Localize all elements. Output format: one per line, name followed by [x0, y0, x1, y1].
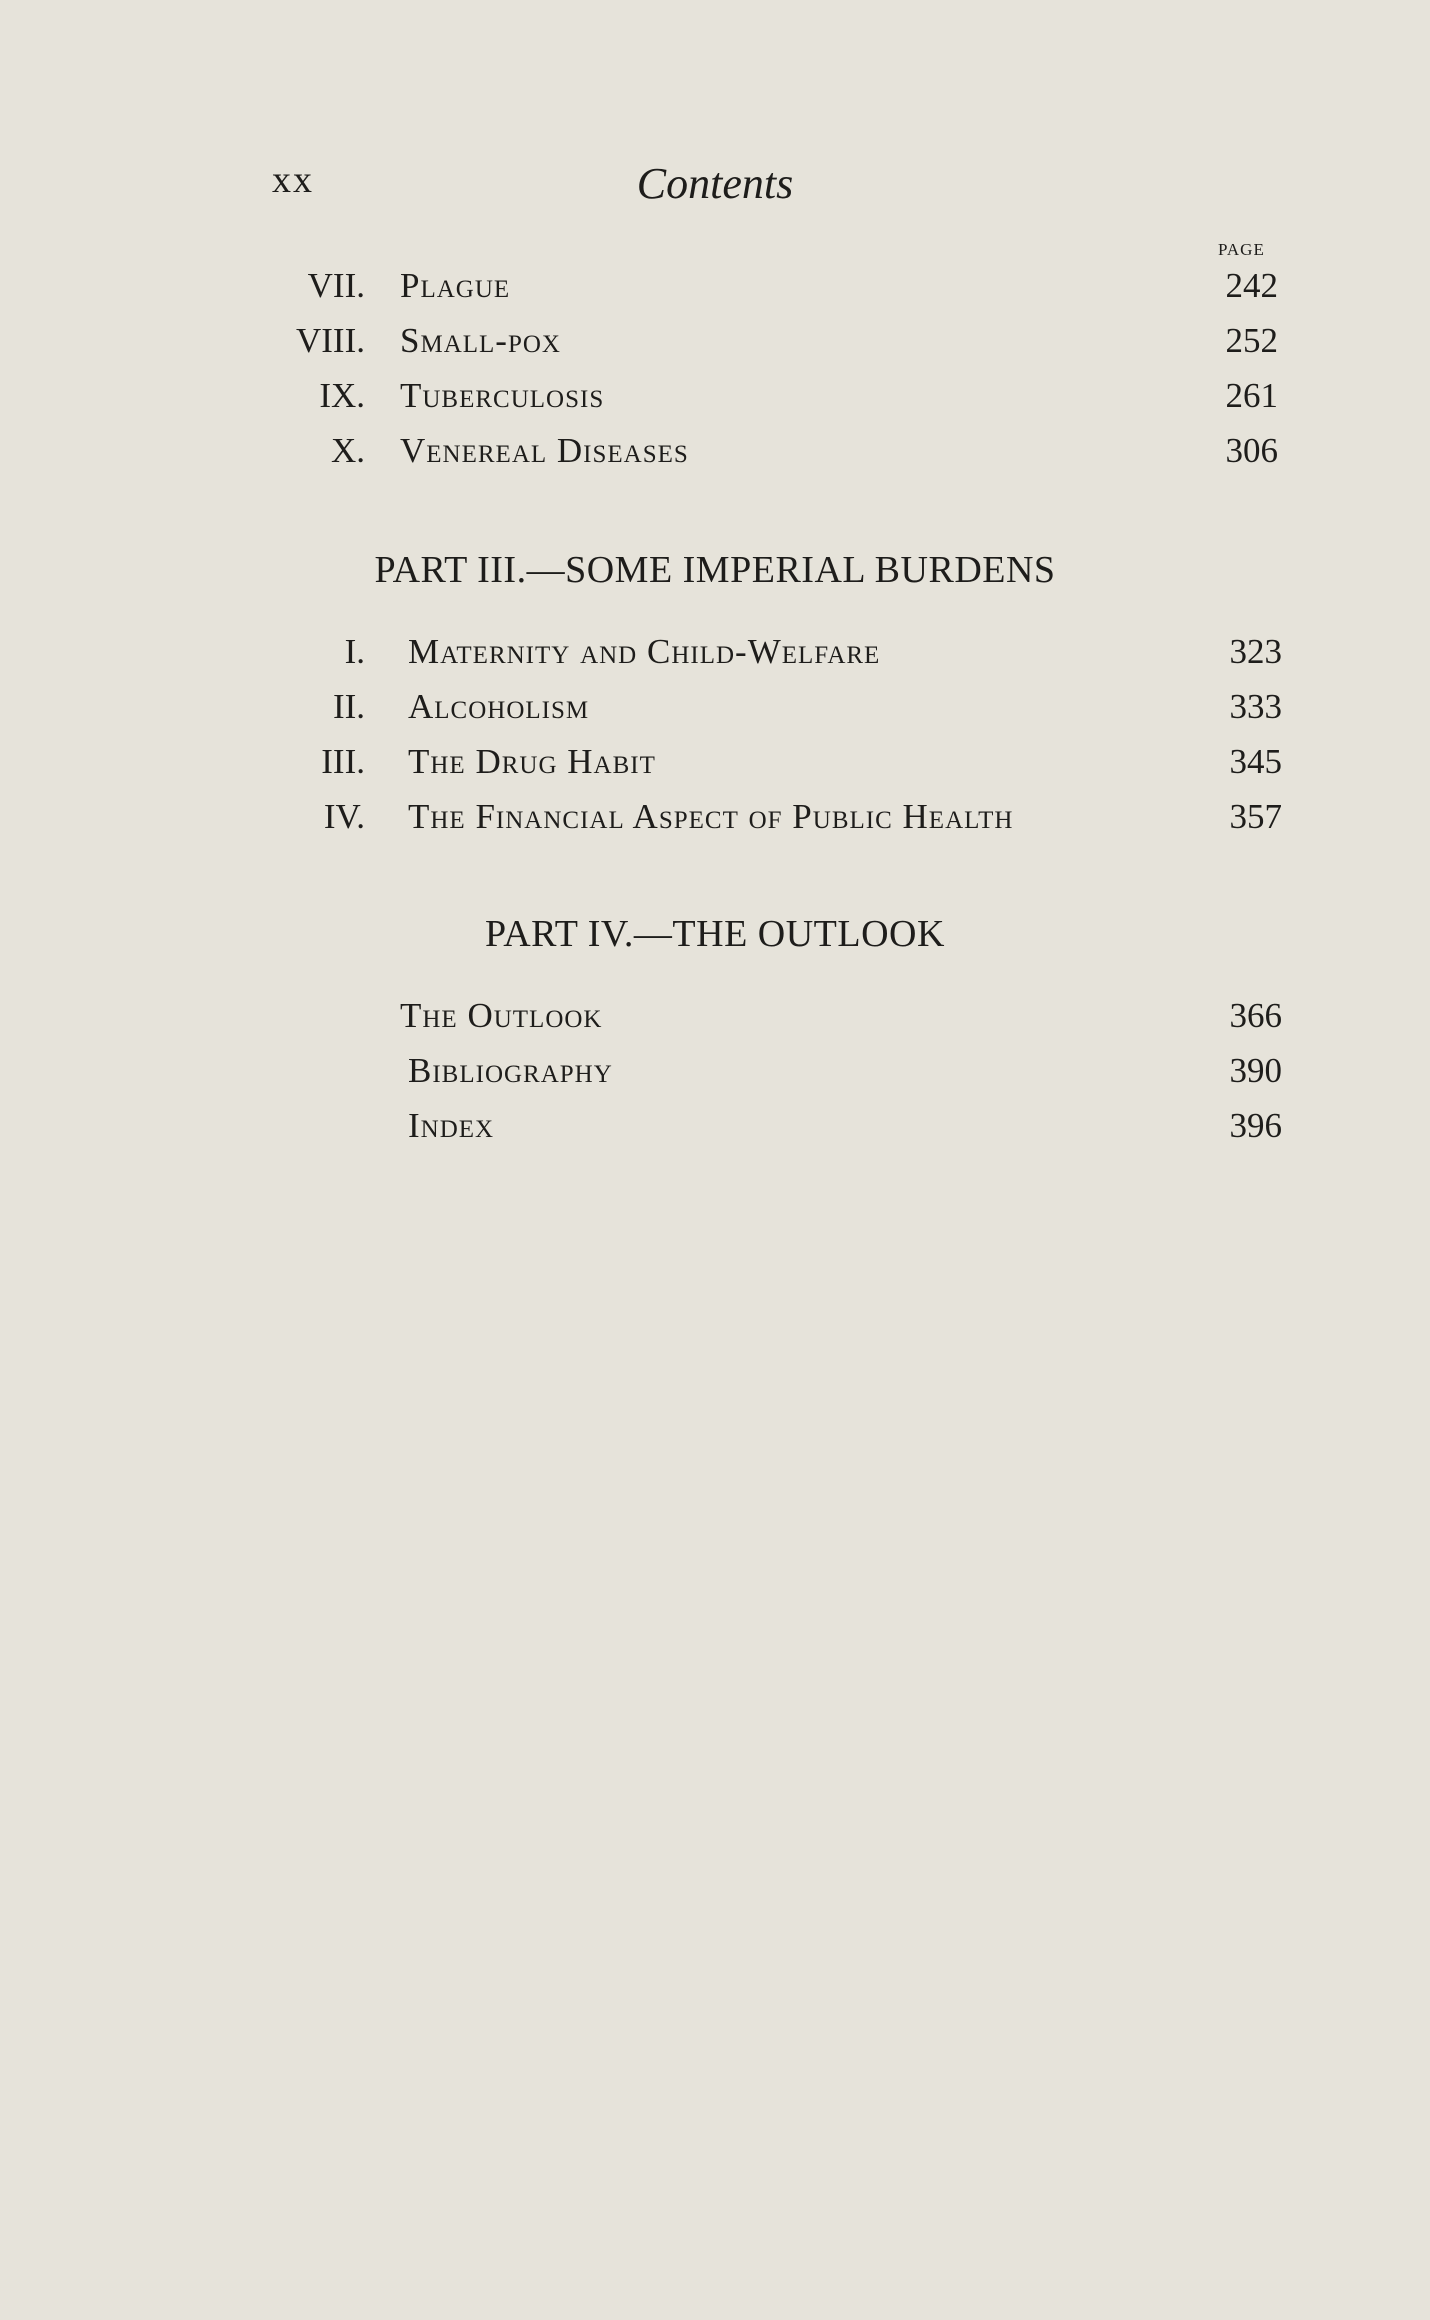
- page-number: 252: [1225, 321, 1278, 360]
- page-number: 357: [1229, 797, 1282, 836]
- toc-entry: [0, 996, 1430, 1048]
- chapter-number: III.: [321, 742, 365, 781]
- chapter-title: Small-pox: [400, 321, 561, 360]
- page-number: 366: [1229, 996, 1282, 1035]
- chapter-number: VIII.: [296, 321, 365, 360]
- toc-entry: [0, 376, 1430, 428]
- page-number: 261: [1225, 376, 1278, 415]
- toc-entry: [0, 1106, 1430, 1158]
- chapter-title: The Drug Habit: [408, 742, 656, 781]
- chapter-title: Maternity and Child-Welfare: [408, 632, 881, 671]
- chapter-title: Bibliography: [408, 1051, 613, 1090]
- page-number: 323: [1229, 632, 1282, 671]
- part-heading: PART III.—SOME IMPERIAL BURDENS: [374, 549, 1056, 591]
- chapter-title: Venereal Diseases: [400, 431, 689, 470]
- toc-entry: [0, 266, 1430, 318]
- chapter-number: IV.: [323, 797, 365, 836]
- chapter-number: X.: [330, 431, 365, 470]
- running-title: Contents: [636, 159, 794, 208]
- toc-entry: [0, 742, 1430, 794]
- chapter-title: The Outlook: [400, 996, 603, 1035]
- chapter-title: Index: [408, 1106, 495, 1145]
- page-number: 242: [1225, 266, 1278, 305]
- toc-entry: [0, 1051, 1430, 1103]
- chapter-title: Plague: [400, 266, 511, 305]
- toc-entry: [0, 632, 1430, 684]
- toc-entry: [0, 797, 1430, 849]
- page-column-label: PAGE: [1218, 240, 1265, 259]
- page-number: 306: [1225, 431, 1278, 470]
- page-number: 396: [1229, 1106, 1282, 1145]
- part-heading: PART IV.—THE OUTLOOK: [485, 913, 945, 955]
- chapter-number: VII.: [307, 266, 365, 305]
- toc-entry: [0, 687, 1430, 739]
- page-number: 333: [1229, 687, 1282, 726]
- page-number: 345: [1229, 742, 1282, 781]
- chapter-title: The Financial Aspect of Public Health: [408, 797, 1014, 836]
- chapter-number: II.: [332, 687, 365, 726]
- chapter-number: IX.: [319, 376, 365, 415]
- chapter-title: Tuberculosis: [400, 376, 605, 415]
- toc-entry: [0, 321, 1430, 373]
- chapter-title: Alcoholism: [408, 687, 590, 726]
- chapter-number: I.: [344, 632, 365, 671]
- page-folio: xx: [272, 159, 314, 201]
- toc-entry: [0, 431, 1430, 483]
- page-number: 390: [1229, 1051, 1282, 1090]
